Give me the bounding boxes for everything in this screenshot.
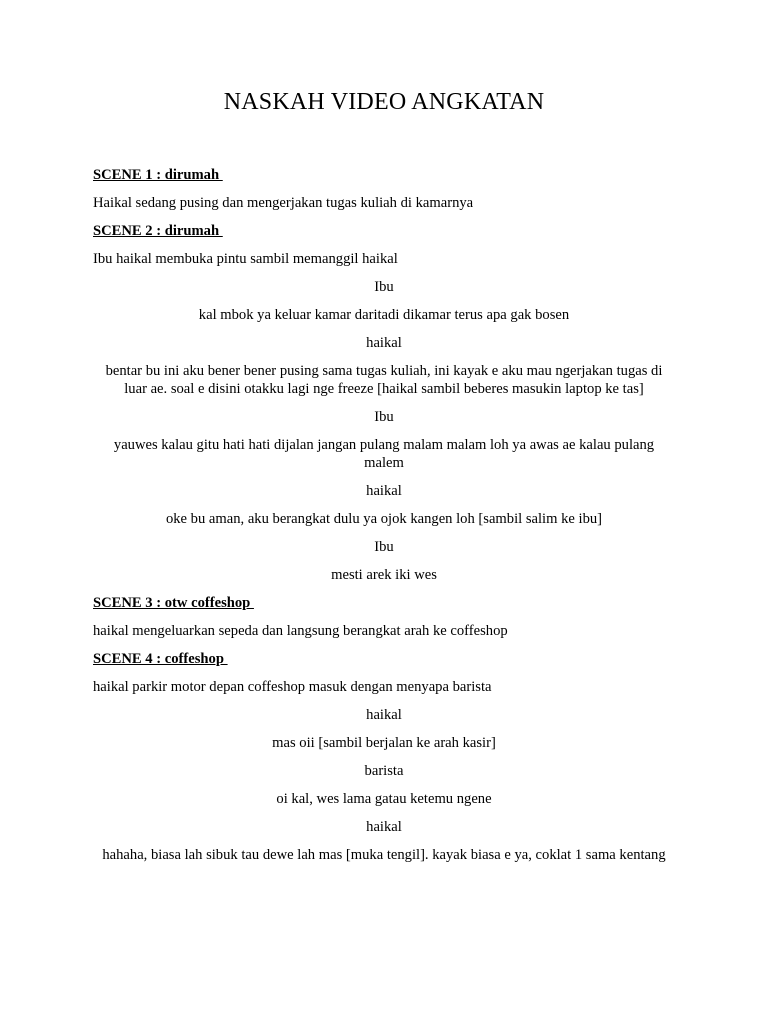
- speaker-name: haikal: [366, 707, 402, 723]
- speaker-name: Ibu: [374, 539, 394, 555]
- dialogue-line: oi kal, wes lama gatau ketemu ngene: [276, 791, 492, 807]
- scene-description: Haikal sedang pusing dan mengerjakan tugas kuliah di kamarnya: [93, 195, 474, 211]
- dialogue-line: kal mbok ya keluar kamar daritadi dikamar terus apa gak bosen: [198, 307, 570, 323]
- scene-heading: SCENE 3 : otw coffeshop: [93, 595, 254, 611]
- speaker-name: barista: [364, 763, 404, 779]
- scene-heading: SCENE 1 : dirumah: [93, 167, 223, 183]
- scene-description: haikal mengeluarkan sepeda dan langsung berangkat arah ke coffeshop: [93, 623, 508, 639]
- scene-heading: SCENE 4 : coffeshop: [93, 651, 228, 667]
- dialogue-line: mesti arek iki wes: [331, 567, 437, 583]
- dialogue-line: oke bu aman, aku berangkat dulu ya ojok kangen loh [sambil salim ke ibu]: [165, 511, 603, 527]
- dialogue-line: yauwes kalau gitu hati hati dijalan jangan pulang malam malam loh ya awas ae kalau pulang malem: [113, 437, 655, 471]
- scene-description: haikal parkir motor depan coffeshop masuk dengan menyapa barista: [93, 679, 492, 695]
- document-title: NASKAH VIDEO ANGKATAN: [223, 89, 545, 115]
- dialogue-line: hahaha, biasa lah sibuk tau dewe lah mas [muka tengil]. kayak biasa e ya, coklat 1 sama kentang: [102, 847, 666, 863]
- speaker-name: haikal: [366, 819, 402, 835]
- scene-heading: SCENE 2 : dirumah: [93, 223, 223, 239]
- speaker-name: Ibu: [374, 279, 394, 295]
- dialogue-line: bentar bu ini aku bener bener pusing sama tugas kuliah, ini kayak e aku mau ngerjakan tugas di luar ae. soal e disini otakku lagi nge freeze [haikal sambil beberes masukin laptop ke tas]: [105, 363, 663, 397]
- scene-description: Ibu haikal membuka pintu sambil memanggil haikal: [93, 251, 398, 267]
- speaker-name: haikal: [366, 335, 402, 351]
- script-body: [93, 166, 675, 874]
- speaker-name: Ibu: [374, 409, 394, 425]
- dialogue-line: mas oii [sambil berjalan ke arah kasir]: [272, 735, 496, 751]
- speaker-name: haikal: [366, 483, 402, 499]
